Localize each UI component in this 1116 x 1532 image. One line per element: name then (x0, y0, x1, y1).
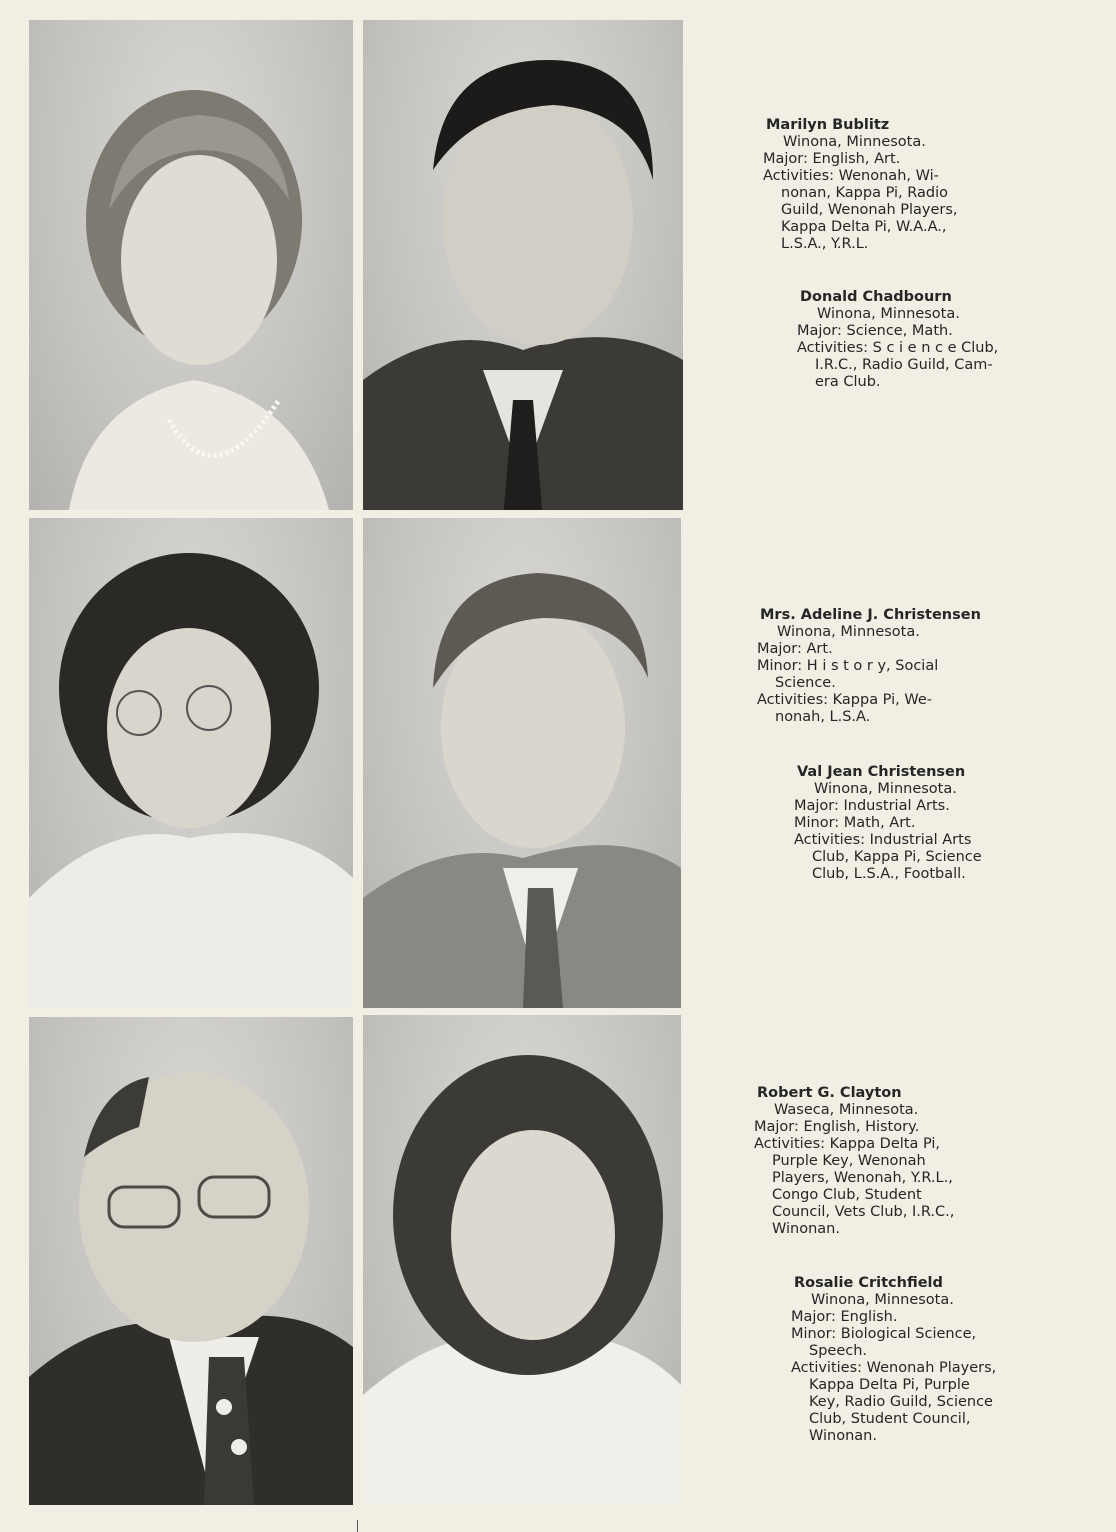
hometown: Winona, Minnesota. (783, 134, 926, 150)
bio-block-donald-chadbourn (797, 289, 998, 391)
major: Major: English. (791, 1309, 898, 1325)
hometown: Winona, Minnesota. (817, 306, 960, 322)
activities: Activities: Industrial Arts (794, 832, 972, 848)
activities-continued: Winonan. (772, 1221, 840, 1237)
bio-block-marilyn-bublitz (763, 117, 958, 253)
activities-continued: Key, Radio Guild, Science (809, 1394, 993, 1410)
hometown: Winona, Minnesota. (814, 781, 957, 797)
activities: Activities: S c i e n c e Club, (797, 340, 999, 356)
activities: Activities: Wenonah, Wi- (763, 168, 939, 184)
activities-continued: Players, Wenonah, Y.R.L., (772, 1170, 953, 1186)
minor: Minor: Math, Art. (794, 815, 916, 831)
portrait-photo-adeline-christensen (29, 518, 353, 1008)
student-name: Robert G. Clayton (757, 1085, 902, 1101)
minor-continued: Speech. (809, 1343, 868, 1359)
activities-continued: Congo Club, Student (772, 1187, 922, 1203)
activities-continued: Club, L.S.A., Football. (812, 866, 966, 882)
activities-continued: era Club. (815, 374, 881, 390)
portrait-photo-robert-clayton (29, 1017, 353, 1505)
bio-block-val-jean-christensen (794, 764, 982, 883)
portrait-photo-val-jean-christensen (363, 518, 681, 1008)
activities: Activities: Wenonah Players, (791, 1360, 997, 1376)
bio-block-adeline-christensen (757, 607, 981, 726)
activities-continued: Kappa Delta Pi, W.A.A., (781, 219, 947, 235)
major: Major: English, History. (754, 1119, 920, 1135)
page-fold-mark (357, 1520, 358, 1532)
student-name: Mrs. Adeline J. Christensen (760, 607, 981, 623)
minor: Minor: H i s t o r y, Social (757, 658, 939, 674)
activities: Activities: Kappa Pi, We- (757, 692, 932, 708)
activities-continued: I.R.C., Radio Guild, Cam- (815, 357, 993, 373)
hometown: Winona, Minnesota. (777, 624, 920, 640)
activities-continued: nonan, Kappa Pi, Radio (781, 185, 949, 201)
bio-block-rosalie-critchfield (791, 1275, 996, 1445)
student-name: Val Jean Christensen (797, 764, 966, 780)
major: Major: Art. (757, 641, 833, 657)
major: Major: Science, Math. (797, 323, 953, 339)
student-name: Donald Chadbourn (800, 289, 952, 305)
portrait-photo-rosalie-critchfield (363, 1015, 681, 1505)
minor: Minor: Biological Science, (791, 1326, 977, 1342)
portrait-photo-donald-chadbourn (363, 20, 683, 510)
activities-continued: Guild, Wenonah Players, (781, 202, 958, 218)
bio-block-robert-clayton (754, 1085, 954, 1238)
hometown: Winona, Minnesota. (811, 1292, 954, 1308)
student-name: Rosalie Critchfield (794, 1275, 943, 1291)
major: Major: Industrial Arts. (794, 798, 950, 814)
activities-continued: L.S.A., Y.R.L. (781, 236, 869, 252)
activities-continued: Purple Key, Wenonah (772, 1153, 926, 1169)
activities-continued: Club, Student Council, (809, 1411, 971, 1427)
portrait-photo-marilyn-bublitz (29, 20, 353, 510)
minor-continued: Science. (775, 675, 836, 691)
activities-continued: Kappa Delta Pi, Purple (809, 1377, 970, 1393)
activities-continued: nonah, L.S.A. (775, 709, 871, 725)
hometown: Waseca, Minnesota. (774, 1102, 919, 1118)
activities-continued: Council, Vets Club, I.R.C., (772, 1204, 955, 1220)
activities-continued: Club, Kappa Pi, Science (812, 849, 982, 865)
activities: Activities: Kappa Delta Pi, (754, 1136, 941, 1152)
student-name: Marilyn Bublitz (766, 117, 890, 133)
activities-continued: Winonan. (809, 1428, 877, 1444)
major: Major: English, Art. (763, 151, 901, 167)
